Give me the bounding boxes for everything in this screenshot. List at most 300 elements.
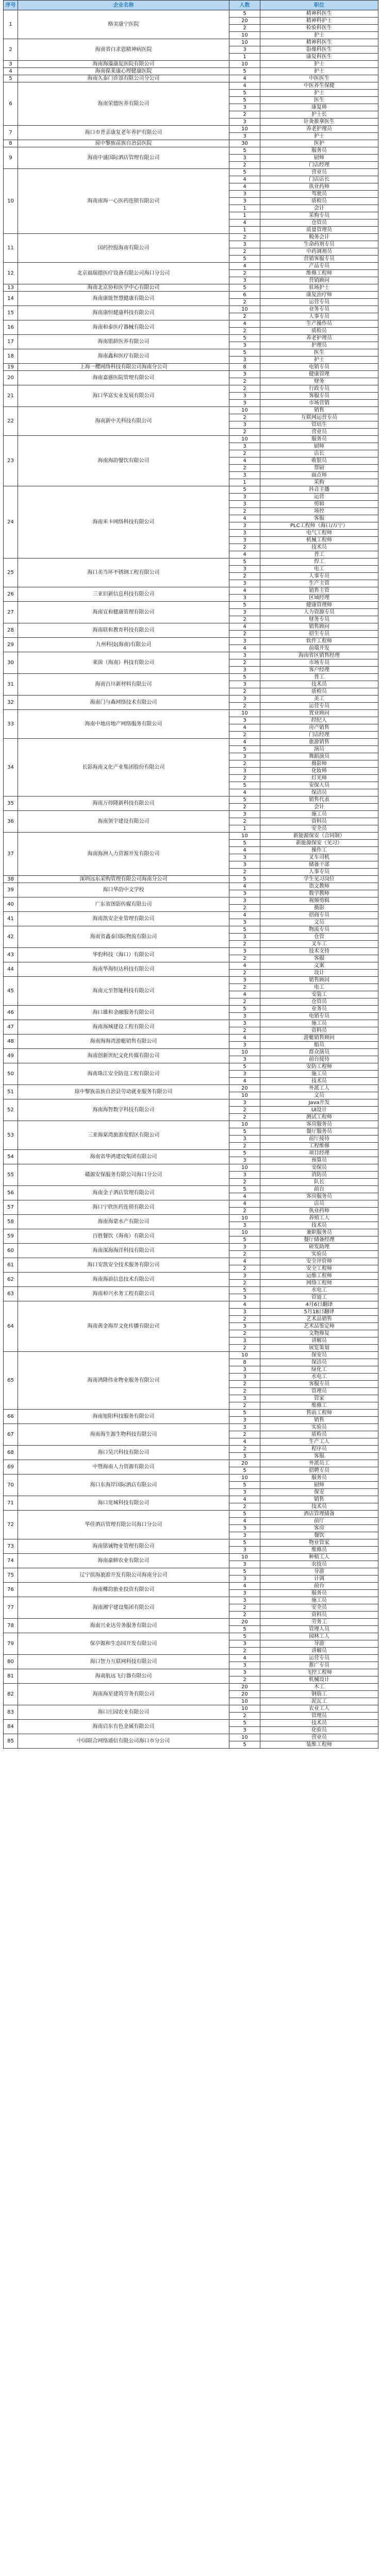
table-row xyxy=(4,652,378,659)
row-headcount: 10 xyxy=(229,1352,260,1359)
table-row xyxy=(4,739,378,746)
row-headcount: 4 xyxy=(229,551,260,558)
row-headcount: 3 xyxy=(229,501,260,508)
row-headcount: 2 xyxy=(229,270,260,277)
row-position: 行政专员 xyxy=(260,385,378,393)
row-headcount: 10 xyxy=(229,1049,260,1056)
row-company: 海南海城建设工程有限公司 xyxy=(18,1020,229,1035)
row-position: 推广专员 xyxy=(260,1662,378,1669)
row-company: 海南康能智慧健康有限公司 xyxy=(18,292,229,306)
row-position: 收银员 xyxy=(260,457,378,465)
row-headcount: 4 xyxy=(229,219,260,227)
row-position: 旅游销售 xyxy=(260,739,378,746)
row-position: 维修工 xyxy=(260,1402,378,1410)
row-seq: 49 xyxy=(4,1049,18,1063)
row-position: 精神科医生 xyxy=(260,39,378,46)
row-headcount: 3 xyxy=(229,1669,260,1676)
row-position: 运营专员 xyxy=(260,703,378,710)
table-row xyxy=(4,1583,378,1590)
row-position: 精神科护士 xyxy=(260,18,378,25)
row-position: 机械设计 xyxy=(260,1676,378,1684)
row-seq: 63 xyxy=(4,1287,18,1301)
row-headcount: 5 xyxy=(229,1186,260,1193)
row-headcount: 3 xyxy=(229,580,260,587)
row-headcount: 3 xyxy=(229,1337,260,1345)
table-body xyxy=(4,10,378,1749)
table-row xyxy=(4,364,378,371)
row-position: 客服 xyxy=(260,515,378,522)
row-company: 海南银龄医养有限公司 xyxy=(18,335,229,349)
row-headcount: 3 xyxy=(229,890,260,897)
row-position: 针灸推拿医生 xyxy=(260,118,378,126)
row-headcount: 3 xyxy=(229,1597,260,1604)
row-headcount: 3 xyxy=(229,1273,260,1280)
row-position: 设计 xyxy=(260,970,378,977)
row-company: 海口庄园农业有限公司 xyxy=(18,1705,229,1720)
row-position: 驾驶员 xyxy=(260,191,378,198)
row-seq: 55 xyxy=(4,1164,18,1186)
row-headcount: 2 xyxy=(229,760,260,768)
row-position: 质检员 xyxy=(260,688,378,696)
row-position: 康复治疗师 xyxy=(260,292,378,299)
row-position: 医生 xyxy=(260,97,378,104)
row-position: 化验员 xyxy=(260,1727,378,1734)
row-company: 中国联合网络通信有限公司海口市分公司 xyxy=(18,1734,229,1749)
row-company: 莱茵（海南）科技有限公司 xyxy=(18,652,229,674)
row-headcount: 5 xyxy=(229,1482,260,1489)
table-row xyxy=(4,638,378,645)
row-headcount: 5 xyxy=(229,926,260,934)
row-seq: 59 xyxy=(4,1229,18,1244)
row-headcount: 5 xyxy=(229,1720,260,1727)
row-position: 养殖工人 xyxy=(260,1215,378,1222)
row-position: Java开发 xyxy=(260,1099,378,1107)
row-headcount: 5 xyxy=(229,1006,260,1013)
row-position: 焊工 xyxy=(260,558,378,566)
row-headcount: 3 xyxy=(229,472,260,479)
table-row xyxy=(4,1496,378,1503)
row-position: 绿化工 xyxy=(260,1366,378,1374)
row-position: 资料员 xyxy=(260,1027,378,1035)
row-company: 海南启东有色金属有限公司 xyxy=(18,1720,229,1734)
row-headcount: 3 xyxy=(229,1590,260,1597)
row-headcount: 2 xyxy=(229,688,260,696)
row-position: 外派员工 xyxy=(260,1460,378,1467)
row-seq: 56 xyxy=(4,1186,18,1200)
row-position: 执业药师 xyxy=(260,183,378,191)
row-headcount: 3 xyxy=(229,1157,260,1164)
row-position: 市场营销 xyxy=(260,400,378,407)
table-row xyxy=(4,284,378,292)
table-row xyxy=(4,1475,378,1482)
table-row xyxy=(4,68,378,75)
row-headcount: 3 xyxy=(229,421,260,429)
row-position: 客服专员 xyxy=(260,393,378,400)
row-headcount: 2 xyxy=(229,984,260,991)
row-headcount: 8 xyxy=(229,1359,260,1366)
row-position: 技术员 xyxy=(260,544,378,551)
row-company: 海南椰韵旅业投资有限公司 xyxy=(18,1583,229,1597)
row-headcount: 3 xyxy=(229,609,260,616)
row-headcount: 5 xyxy=(229,1128,260,1136)
row-headcount: 3 xyxy=(229,537,260,544)
row-headcount: 5 xyxy=(229,349,260,357)
row-headcount: 2 xyxy=(229,970,260,977)
row-headcount: 3 xyxy=(229,342,260,349)
table-row xyxy=(4,371,378,378)
row-headcount: 2 xyxy=(229,508,260,515)
table-row xyxy=(4,674,378,681)
row-seq: 50 xyxy=(4,1063,18,1085)
table-row xyxy=(4,1633,378,1640)
row-headcount: 3 xyxy=(229,919,260,926)
row-position: 消防员 xyxy=(260,1172,378,1179)
row-headcount: 3 xyxy=(229,1662,260,1669)
row-position: 人事专员 xyxy=(260,313,378,320)
row-company: 海南康恒健康科技有限公司 xyxy=(18,306,229,320)
row-position: 服务员 xyxy=(260,1475,378,1482)
table-row xyxy=(4,558,378,566)
row-headcount: 5 xyxy=(229,169,260,176)
row-position: 钢筋工 xyxy=(260,1691,378,1698)
row-company: 深圳远东采购管理有限公司海南分公司 xyxy=(18,876,229,883)
row-position: 检验科医生 xyxy=(260,25,378,32)
row-position: 劳务工 xyxy=(260,1619,378,1626)
row-position: 4月6日翻译 xyxy=(260,1301,378,1309)
row-headcount: 5 xyxy=(229,1539,260,1547)
row-company: 琼中黎族苗族自治县劳动就业服务有限公司 xyxy=(18,1085,229,1099)
row-headcount: 4 xyxy=(229,320,260,328)
row-headcount: 3 xyxy=(229,1099,260,1107)
row-position: 维修工程师 xyxy=(260,270,378,277)
row-headcount: 1 xyxy=(229,205,260,212)
row-position: 精神科医生 xyxy=(260,10,378,18)
row-seq: 39 xyxy=(4,883,18,897)
table-row xyxy=(4,306,378,313)
table-row xyxy=(4,587,378,595)
row-seq: 2 xyxy=(4,39,18,61)
row-headcount: 3 xyxy=(229,104,260,111)
row-position: 新能源保安（见习） xyxy=(260,840,378,847)
row-headcount: 1 xyxy=(229,54,260,61)
row-headcount: 10 xyxy=(229,1698,260,1705)
row-headcount: 4 xyxy=(229,1583,260,1590)
row-headcount: 2 xyxy=(229,804,260,811)
table-row xyxy=(4,796,378,804)
row-headcount: 2 xyxy=(229,955,260,962)
table-row xyxy=(4,1273,378,1280)
row-headcount: 4 xyxy=(229,991,260,998)
row-headcount: 1 xyxy=(229,227,260,234)
row-company: 海口华韵中文学校 xyxy=(18,883,229,897)
row-seq: 45 xyxy=(4,977,18,1006)
row-headcount: 1 xyxy=(229,479,260,486)
table-row xyxy=(4,710,378,717)
row-headcount: 3 xyxy=(229,1374,260,1381)
row-seq: 44 xyxy=(4,962,18,977)
row-seq: 6 xyxy=(4,82,18,126)
row-company: 长影海南文化产业集团股份有限公司 xyxy=(18,739,229,796)
row-position: 水电工 xyxy=(260,1287,378,1294)
row-seq: 80 xyxy=(4,1655,18,1669)
table-row xyxy=(4,1006,378,1013)
row-headcount: 2 xyxy=(229,659,260,667)
row-company: 华豹科技（海口）有限公司 xyxy=(18,948,229,962)
row-headcount: 2 xyxy=(229,573,260,580)
table-row xyxy=(4,75,378,82)
row-headcount: 5 xyxy=(229,746,260,753)
row-seq: 3 xyxy=(4,61,18,68)
row-position: 施工员 xyxy=(260,1597,378,1604)
row-company: 海南珠江安全防范工程有限公司 xyxy=(18,1063,229,1085)
row-headcount: 4 xyxy=(229,1193,260,1200)
row-headcount: 4 xyxy=(229,1200,260,1208)
row-position: 运营专员 xyxy=(260,1655,378,1662)
row-position: 护士 xyxy=(260,357,378,364)
row-company: 海南新中关科技有限公司 xyxy=(18,407,229,436)
row-position: 前厅接待 xyxy=(260,1136,378,1143)
row-headcount: 10 xyxy=(229,126,260,133)
row-position: 群众演员 xyxy=(260,1049,378,1056)
row-position: 管理员 xyxy=(260,1713,378,1720)
row-position: 灯光师 xyxy=(260,775,378,782)
row-seq: 85 xyxy=(4,1734,18,1749)
header-company: 企业名称 xyxy=(18,1,229,10)
row-headcount: 3 xyxy=(229,1294,260,1301)
row-headcount: 3 xyxy=(229,1640,260,1648)
row-headcount: 3 xyxy=(229,1222,260,1229)
row-headcount: 2 xyxy=(229,111,260,118)
header-seq: 序号 xyxy=(4,1,18,10)
row-seq: 83 xyxy=(4,1705,18,1720)
row-position: 业务员 xyxy=(260,1006,378,1013)
row-company: 海南葆莱康心理健康医院 xyxy=(18,68,229,75)
row-headcount: 2 xyxy=(229,328,260,335)
row-headcount: 2 xyxy=(229,1316,260,1323)
row-position: 摄影师 xyxy=(260,760,378,768)
table-row xyxy=(4,1568,378,1575)
row-position: 游艇销售顾问 xyxy=(260,1035,378,1042)
row-position: 储备干部 xyxy=(260,861,378,869)
row-headcount: 3 xyxy=(229,1532,260,1539)
row-headcount: 2 xyxy=(229,1179,260,1186)
row-headcount: 3 xyxy=(229,1071,260,1078)
row-position: 海南省区销售经理 xyxy=(260,652,378,659)
row-position: 技术支持 xyxy=(260,948,378,955)
row-position: 招聘专员 xyxy=(260,1467,378,1475)
row-position: 经纪人 xyxy=(260,717,378,724)
row-position: 艺术品销售 xyxy=(260,1316,378,1323)
row-position: 中医医生 xyxy=(260,75,378,82)
row-position: 护理员 xyxy=(260,342,378,349)
row-position: 前台 xyxy=(260,1186,378,1193)
row-headcount: 5 xyxy=(229,1287,260,1294)
row-position: 会计 xyxy=(260,205,378,212)
row-position: 管培生 xyxy=(260,421,378,429)
row-headcount: 3 xyxy=(229,934,260,941)
row-position: 电工 xyxy=(260,984,378,991)
row-position: 店长 xyxy=(260,450,378,457)
row-position: 营业员 xyxy=(260,169,378,176)
row-position: 技术员 xyxy=(260,1222,378,1229)
row-seq: 8 xyxy=(4,140,18,147)
row-headcount: 3 xyxy=(229,1561,260,1568)
row-company: 海南鑫和医疗有限公司 xyxy=(18,349,229,364)
row-position: 酒店管理储备 xyxy=(260,1511,378,1518)
row-position: 中药调剂员 xyxy=(260,248,378,256)
row-seq: 67 xyxy=(4,1424,18,1446)
row-company: 华佳酒店管理有限公司海口分公司 xyxy=(18,1511,229,1539)
row-headcount: 2 xyxy=(229,299,260,306)
row-headcount: 4 xyxy=(229,739,260,746)
row-company: 海口宁欣医药连锁有限公司 xyxy=(18,1200,229,1215)
row-position: 生产工人 xyxy=(260,1438,378,1446)
row-headcount: 2 xyxy=(229,1676,260,1684)
row-position: 软件工程师 xyxy=(260,638,378,645)
row-headcount: 20 xyxy=(229,1460,260,1467)
row-headcount: 5 xyxy=(229,1511,260,1518)
row-position: 财务专员 xyxy=(260,616,378,623)
row-position: 中医养生保健 xyxy=(260,82,378,90)
row-seq: 36 xyxy=(4,811,18,833)
row-seq: 82 xyxy=(4,1684,18,1705)
row-seq: 27 xyxy=(4,602,18,623)
row-headcount: 2 xyxy=(229,378,260,385)
row-company: 百胜餐饮（海南）有限公司 xyxy=(18,1229,229,1244)
row-position: 普工 xyxy=(260,674,378,681)
row-position: 维修员 xyxy=(260,1547,378,1554)
row-seq: 11 xyxy=(4,234,18,263)
row-position: 营销顾问 xyxy=(260,277,378,284)
row-position: 展览策划 xyxy=(260,1345,378,1352)
row-position: 文员 xyxy=(260,919,378,926)
row-company: 海南凯安企业管理有限公司 xyxy=(18,912,229,926)
row-headcount: 3 xyxy=(229,811,260,818)
row-headcount: 3 xyxy=(229,118,260,126)
row-headcount: 3 xyxy=(229,371,260,378)
table-row xyxy=(4,883,378,890)
table-row xyxy=(4,1720,378,1727)
row-seq: 10 xyxy=(4,169,18,234)
row-position: 采购 xyxy=(260,479,378,486)
row-position: 叉车司机 xyxy=(260,854,378,861)
row-position: 物流专员 xyxy=(260,926,378,934)
row-position: 业务专员 xyxy=(260,306,378,313)
row-position: 前厅 xyxy=(260,1518,378,1525)
row-headcount: 5 xyxy=(229,840,260,847)
row-seq: 7 xyxy=(4,126,18,140)
row-position: 种植工人 xyxy=(260,1554,378,1561)
row-company: 海南联和教育科技有限公司 xyxy=(18,623,229,638)
table-row xyxy=(4,1186,378,1193)
table-row xyxy=(4,876,378,883)
row-position: 医护 xyxy=(260,140,378,147)
row-position: 导游 xyxy=(260,1568,378,1575)
row-position: 客服专员 xyxy=(260,1381,378,1388)
row-headcount: 5 xyxy=(229,1633,260,1640)
row-company: 海南百川新材料有限公司 xyxy=(18,674,229,696)
row-position: 电工 xyxy=(260,566,378,573)
table-row xyxy=(4,335,378,342)
row-position: 泥瓦工 xyxy=(260,1698,378,1705)
row-headcount: 3 xyxy=(229,198,260,205)
row-headcount: 20 xyxy=(229,1684,260,1691)
row-position: 保安员 xyxy=(260,1352,378,1359)
row-company: 海南海智数字科技有限公司 xyxy=(18,1099,229,1121)
row-company: 中暨海南人力资源有限公司 xyxy=(18,1460,229,1475)
row-position: 客服 xyxy=(260,1453,378,1460)
table-row xyxy=(4,1460,378,1467)
row-seq: 84 xyxy=(4,1720,18,1734)
row-headcount: 5 xyxy=(229,335,260,342)
row-seq: 79 xyxy=(4,1633,18,1655)
row-position: 安全员 xyxy=(260,825,378,833)
row-position: 施工员 xyxy=(260,811,378,818)
row-position: 护士长 xyxy=(260,111,378,118)
row-headcount: 3 xyxy=(229,357,260,364)
row-seq: 30 xyxy=(4,652,18,674)
row-position: 演员 xyxy=(260,746,378,753)
row-position: 执业药师 xyxy=(260,1208,378,1215)
row-headcount: 4 xyxy=(229,789,260,796)
table-row xyxy=(4,10,378,18)
row-position: 服务员 xyxy=(260,1590,378,1597)
row-position: 康复师 xyxy=(260,104,378,111)
row-position: 讲解员 xyxy=(260,1337,378,1345)
row-headcount: 3 xyxy=(229,696,260,703)
row-headcount: 2 xyxy=(229,1330,260,1337)
row-headcount: 10 xyxy=(229,1734,260,1741)
row-position: 农技员 xyxy=(260,1561,378,1568)
row-position: 数学教师 xyxy=(260,890,378,897)
row-position: 施工员 xyxy=(260,1020,378,1027)
row-headcount: 4 xyxy=(229,515,260,522)
row-headcount: 2 xyxy=(229,248,260,256)
row-headcount: 3 xyxy=(229,400,260,407)
row-company: 辽宁滨海旅游开发有限公司海南分公司 xyxy=(18,1568,229,1583)
row-position: 服务员 xyxy=(260,147,378,155)
row-position: 保洁员 xyxy=(260,789,378,796)
row-headcount: 2 xyxy=(229,1402,260,1410)
row-position: 质检员 xyxy=(260,1431,378,1438)
row-seq: 21 xyxy=(4,385,18,407)
row-position: 实验员 xyxy=(260,1424,378,1431)
row-headcount: 2 xyxy=(229,1713,260,1720)
table-row xyxy=(4,1301,378,1309)
row-headcount: 2 xyxy=(229,732,260,739)
table-row xyxy=(4,833,378,840)
row-company: 海南嘉慈医院管理有限公司 xyxy=(18,371,229,385)
row-headcount: 2 xyxy=(229,998,260,1006)
row-headcount: 5 xyxy=(229,1626,260,1633)
row-headcount: 4 xyxy=(229,1301,260,1309)
row-company: 海南久泰门诊部有限公司分公司 xyxy=(18,75,229,82)
row-position: 安保人员 xyxy=(260,782,378,789)
row-position: 互联网运营专员 xyxy=(260,414,378,421)
row-headcount: 5 xyxy=(229,1741,260,1749)
row-seq: 78 xyxy=(4,1619,18,1633)
row-headcount: 10 xyxy=(229,710,260,717)
row-position: 护士 xyxy=(260,61,378,68)
row-seq: 20 xyxy=(4,371,18,385)
row-headcount: 3 xyxy=(229,1547,260,1554)
row-seq: 14 xyxy=(4,292,18,306)
row-position: 普工 xyxy=(260,551,378,558)
row-seq: 58 xyxy=(4,1215,18,1229)
row-seq: 57 xyxy=(4,1200,18,1215)
row-headcount: 3 xyxy=(229,1056,260,1063)
row-company: 海南铭诚物业管理有限公司 xyxy=(18,1539,229,1554)
